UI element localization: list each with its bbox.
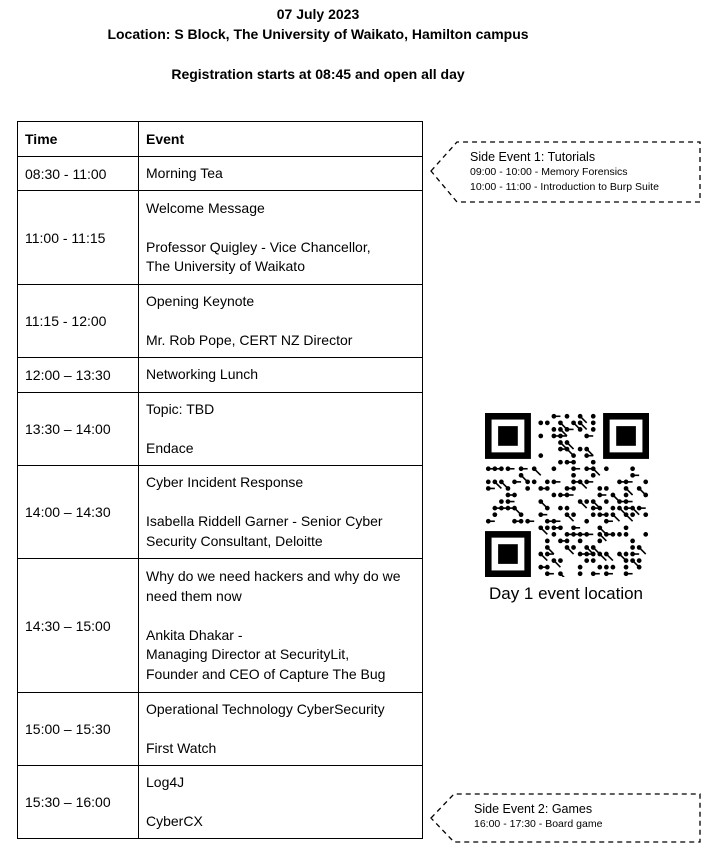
agenda-table (17, 121, 423, 839)
table-row (18, 466, 423, 559)
table-row (18, 191, 423, 285)
event-line (146, 218, 415, 238)
qr-code-graphic (485, 413, 649, 577)
event-line: Why do we need hackers and why do we (146, 568, 401, 584)
side-event-2-item: 16:00 - 17:30 - Board game (474, 818, 603, 830)
event-line: Morning Tea (146, 164, 223, 181)
event-line: First Watch (146, 739, 217, 756)
event-line: Welcome Message (146, 199, 265, 216)
event-line: Mr. Rob Pope, CERT NZ Director (146, 331, 353, 348)
event-line (146, 419, 415, 439)
table-row (18, 766, 423, 839)
event-line: Professor Quigley - Vice Chancellor, (146, 238, 371, 255)
event-line: Log4J (146, 773, 185, 790)
event-line: Topic: TBD (146, 400, 215, 417)
event-line: Opening Keynote (146, 292, 255, 309)
event-line: The University of Waikato (146, 258, 305, 274)
table-header-row (18, 122, 423, 157)
session-time: 11:00 - 11:15 (18, 191, 139, 285)
session-time: 11:15 - 12:00 (18, 285, 139, 358)
event-line (146, 719, 415, 739)
session-event (139, 285, 423, 358)
event-line: Cyber Incident Response (146, 474, 304, 490)
session-event (139, 358, 423, 393)
event-column-header: Event (139, 122, 423, 157)
session-event (139, 693, 423, 766)
qr-caption: Day 1 event location (488, 584, 644, 603)
session-event (139, 466, 423, 559)
event-line (146, 606, 415, 626)
registration-note: Registration starts at 08:45 and open all day (171, 66, 465, 82)
event-line: Founder and CEO of Capture The Bug (146, 665, 386, 682)
session-event (139, 766, 423, 839)
event-line: Endace (146, 439, 194, 456)
event-line: Managing Director at SecurityLit, (146, 646, 350, 662)
side-event-1-item: 09:00 - 10:00 - Memory Forensics (470, 166, 628, 178)
table-row (18, 393, 423, 466)
time-column-header: Time (18, 122, 139, 157)
table-row (18, 559, 423, 693)
event-line: Operational Technology CyberSecurity (146, 700, 385, 717)
table-row (18, 285, 423, 358)
side-event-1-title: Side Event 1: Tutorials (470, 150, 596, 164)
table-row (18, 157, 423, 191)
event-location: Location: S Block, The University of Waikato, Hamilton campus (107, 26, 529, 42)
session-time: 15:30 – 16:00 (18, 766, 139, 839)
session-time: 12:00 – 13:30 (18, 358, 139, 393)
event-line: need them now (146, 587, 242, 604)
session-event (139, 157, 423, 191)
event-date: 07 July 2023 (276, 6, 360, 22)
session-event (139, 191, 423, 285)
side-event-1-item: 10:00 - 11:00 - Introduction to Burp Suite (470, 181, 659, 193)
session-event (139, 559, 423, 693)
side-event-1-callout (430, 140, 702, 204)
event-line (146, 311, 415, 331)
session-time: 14:30 – 15:00 (18, 559, 139, 693)
session-time: 08:30 - 11:00 (18, 157, 139, 191)
event-line (146, 792, 415, 812)
session-time: 14:00 – 14:30 (18, 466, 139, 559)
session-time: 13:30 – 14:00 (18, 393, 139, 466)
session-event (139, 393, 423, 466)
event-line: Isabella Riddell Garner - Senior Cyber (146, 513, 383, 529)
session-time: 15:00 – 15:30 (18, 693, 139, 766)
side-event-2-callout (430, 792, 702, 844)
event-line: Security Consultant, Deloitte (146, 532, 323, 549)
table-row (18, 693, 423, 766)
event-line: Ankita Dhakar - (146, 626, 243, 643)
event-line: Networking Lunch (146, 366, 259, 383)
table-row (18, 358, 423, 393)
side-event-2-title: Side Event 2: Games (474, 802, 593, 816)
event-line (146, 493, 415, 513)
event-line: CyberCX (146, 812, 203, 829)
qr-code-icon (485, 413, 649, 577)
